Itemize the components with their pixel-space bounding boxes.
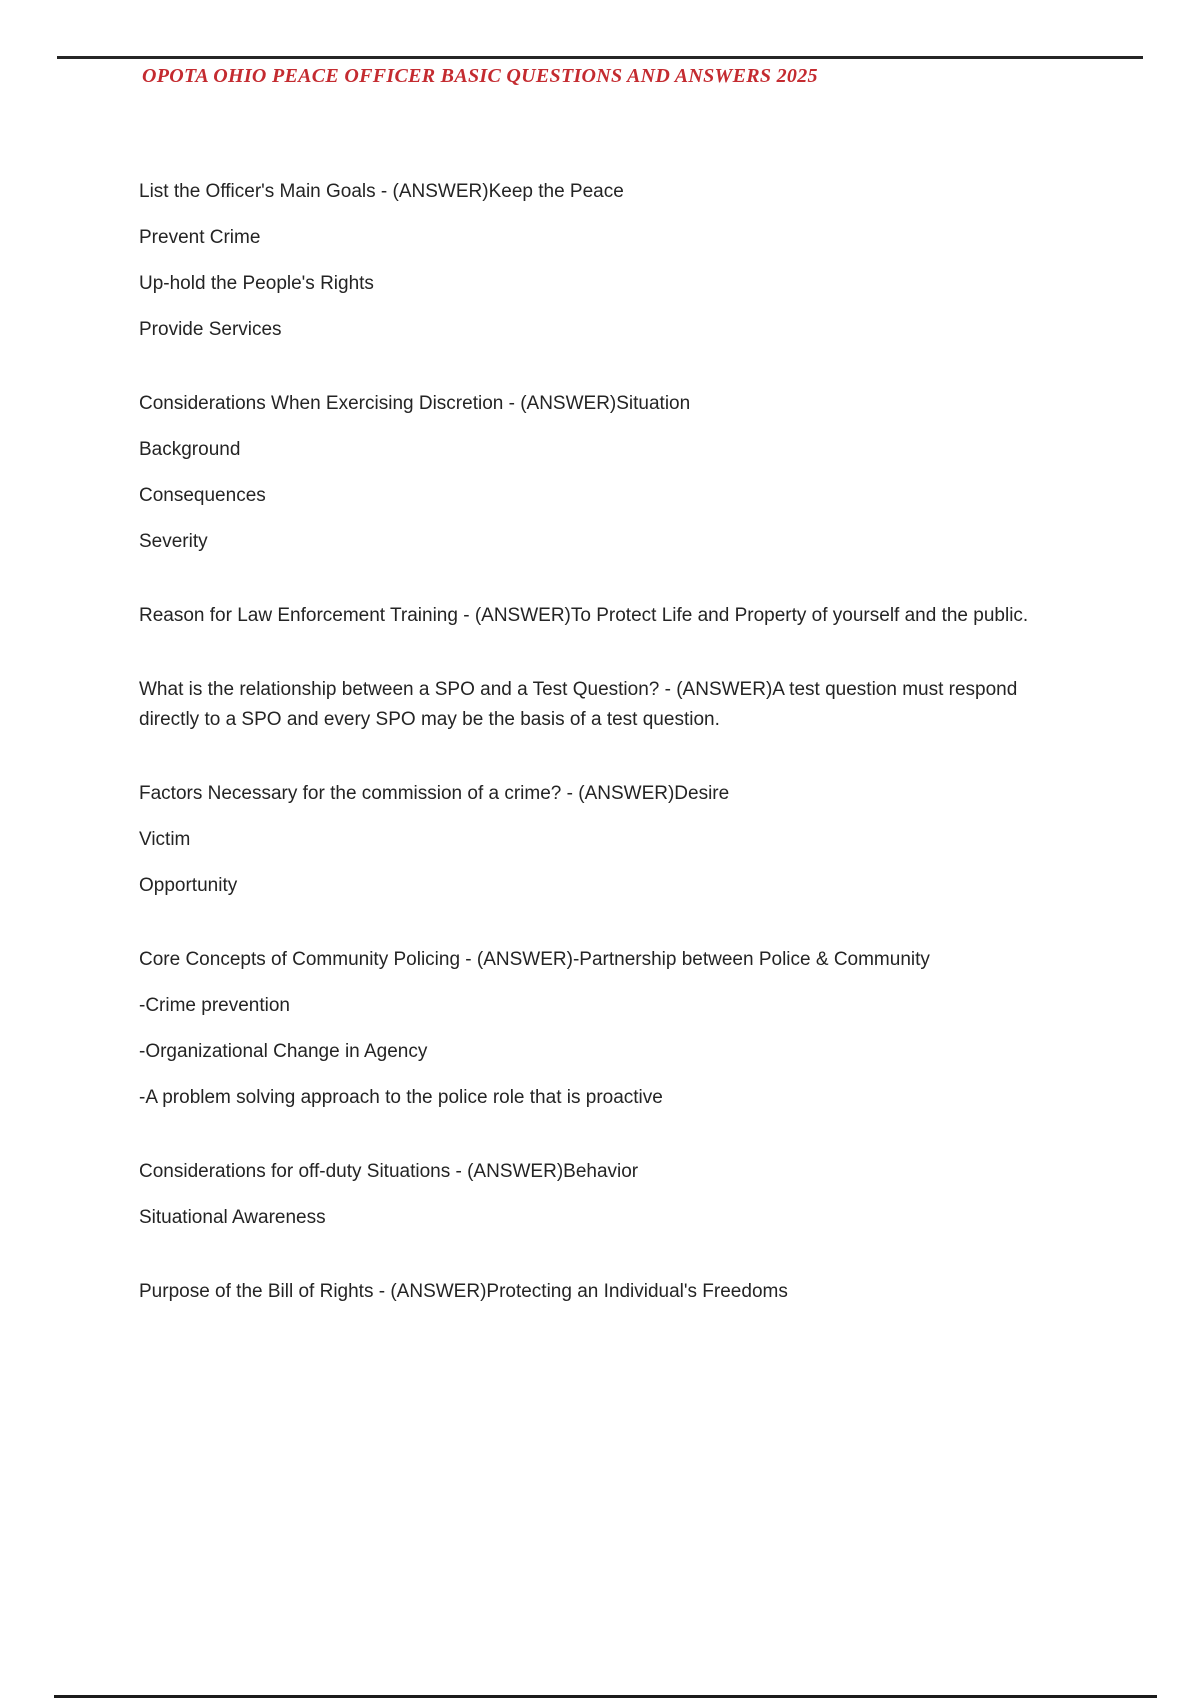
paragraph-line: Factors Necessary for the commission of a crime? - (ANSWER)Desire [139, 783, 730, 804]
paragraph [139, 675, 1129, 735]
paragraph-line: Reason for Law Enforcement Training - (ANSWER)To Protect Life and Property of yourself and the public. [139, 605, 1029, 626]
paragraph-line: Core Concepts of Community Policing - (ANSWER)-Partnership between Police & Community [139, 949, 930, 970]
paragraph-line: Victim [139, 829, 191, 850]
paragraph-line: Provide Services [139, 319, 282, 340]
paragraph-line: List the Officer's Main Goals - (ANSWER)Keep the Peace [139, 181, 624, 202]
paragraph-line: Up-hold the People's Rights [139, 273, 374, 294]
paragraph-line: Purpose of the Bill of Rights - (ANSWER)Protecting an Individual's Freedoms [139, 1281, 788, 1302]
page-bottom-rule [54, 1695, 1157, 1698]
paragraph-line: Situational Awareness [139, 1207, 326, 1228]
paragraph [139, 527, 1129, 557]
qa-group [139, 1277, 1129, 1307]
document-title: OPOTA OHIO PEACE OFFICER BASIC QUESTIONS AND ANSWERS 2025 [142, 65, 818, 87]
paragraph-line: -Crime prevention [139, 995, 290, 1016]
document-body [139, 177, 1129, 1307]
paragraph [139, 945, 1129, 975]
paragraph [139, 177, 1129, 207]
paragraph [139, 1083, 1129, 1113]
page-top-rule [57, 56, 1143, 59]
paragraph [139, 1157, 1129, 1187]
paragraph [139, 481, 1129, 511]
qa-group [139, 1157, 1129, 1233]
paragraph-line: Background [139, 439, 241, 460]
paragraph-line: Prevent Crime [139, 227, 261, 248]
paragraph-line: Considerations When Exercising Discretion - (ANSWER)Situation [139, 393, 691, 414]
paragraph [139, 779, 1129, 809]
paragraph [139, 1037, 1129, 1067]
qa-group [139, 389, 1129, 557]
paragraph-line: Opportunity [139, 875, 238, 896]
paragraph [139, 389, 1129, 419]
paragraph [139, 315, 1129, 345]
qa-group [139, 675, 1129, 735]
paragraph [139, 601, 1129, 631]
paragraph-line: directly to a SPO and every SPO may be the basis of a test question. [139, 709, 720, 730]
paragraph [139, 991, 1129, 1021]
qa-group [139, 177, 1129, 345]
paragraph-line: -A problem solving approach to the police role that is proactive [139, 1087, 663, 1108]
paragraph [139, 1203, 1129, 1233]
paragraph-line: What is the relationship between a SPO and a Test Question? - (ANSWER)A test question must respond [139, 679, 1018, 700]
paragraph [139, 223, 1129, 253]
qa-group [139, 779, 1129, 901]
paragraph [139, 1277, 1129, 1307]
paragraph [139, 825, 1129, 855]
paragraph [139, 871, 1129, 901]
paragraph-line: -Organizational Change in Agency [139, 1041, 428, 1062]
paragraph [139, 435, 1129, 465]
paragraph [139, 269, 1129, 299]
paragraph-line: Severity [139, 531, 208, 552]
qa-group [139, 945, 1129, 1113]
paragraph-line: Consequences [139, 485, 266, 506]
paragraph-line: Considerations for off-duty Situations - (ANSWER)Behavior [139, 1161, 639, 1182]
document-page [139, 61, 1129, 1351]
qa-group [139, 601, 1129, 631]
